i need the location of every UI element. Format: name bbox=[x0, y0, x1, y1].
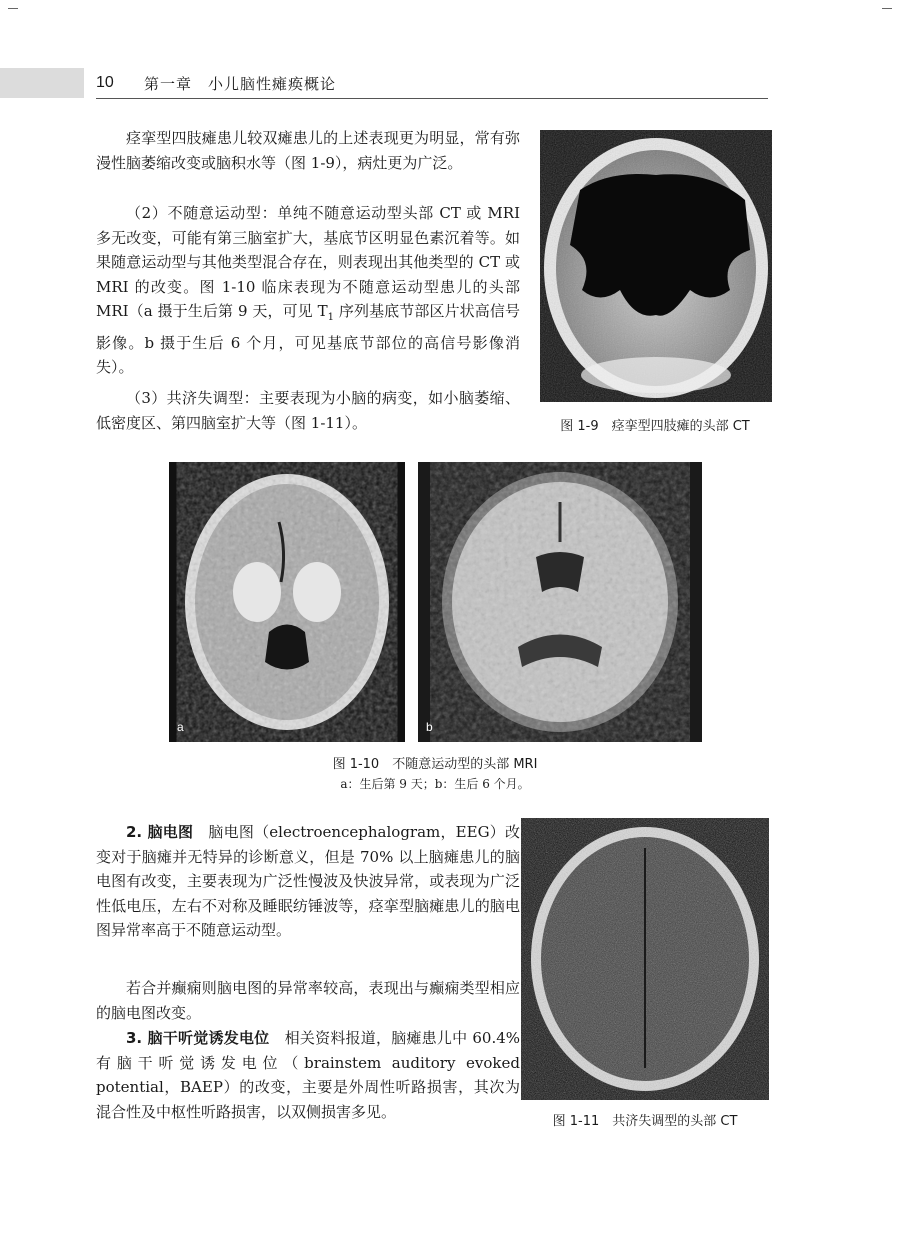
figure-1-11-ct-image bbox=[521, 818, 769, 1100]
figure-1-10-label-b: b bbox=[426, 720, 433, 734]
paragraph-baep-text: 相关资料报道，脑瘫患儿中 60.4% 有脑干听觉诱发电位（brainstem auditory evoked potential，BAEP）的改变，主要是外周性听路损害，其次为混合性及中枢性听路损害，以双侧损害多见。 bbox=[96, 1029, 521, 1121]
header-tab-block bbox=[0, 68, 84, 98]
chapter-title: 第一章 小儿脑性瘫痪概论 bbox=[144, 75, 337, 93]
paragraph-dyskinetic-text-a: （2）不随意运动型：单纯不随意运动型头部 CT 或 MRI 多无改变，可能有第三脑室扩大，基底节区明显色素沉着等。如果随意运动型与其他类型混合存在，则表现出其他类型的 CT 或 MRI 的改变。图 1-10 临床表现为不随意运动型患儿的头部 MRI（a 摄于生后第 9 天，可见 T bbox=[96, 204, 520, 320]
figure-1-10-subcaption: a：生后第 9 天；b：生后 6 个月。 bbox=[340, 777, 530, 791]
running-header bbox=[96, 68, 768, 99]
paragraph-dyskinetic-type bbox=[96, 201, 520, 380]
crop-mark-top-left bbox=[8, 8, 18, 9]
t1-subscript: 1 bbox=[327, 312, 335, 323]
figure-1-9-ct-image bbox=[540, 130, 772, 402]
crop-mark-top-right bbox=[882, 8, 892, 9]
section-heading-eeg: 2. 脑电图 bbox=[126, 823, 194, 841]
paragraph-dyskinetic-text-b: 序列基底节部区片状高信号影像。b 摄于生后 6 个月，可见基底节部位的高信号影像消失）。 bbox=[96, 302, 520, 376]
paragraph-eeg bbox=[96, 820, 520, 943]
figure-1-9-caption: 图 1-9 痉挛型四肢瘫的头部 CT bbox=[560, 419, 750, 434]
figure-1-10-caption: 图 1-10 不随意运动型的头部 MRI bbox=[332, 757, 538, 772]
figure-1-10a-mri-image bbox=[169, 462, 405, 742]
paragraph-spastic-quadriplegia: 痉挛型四肢瘫患儿较双瘫患儿的上述表现更为明显，常有弥漫性脑萎缩改变或脑积水等（图 1-9），病灶更为广泛。 bbox=[96, 129, 520, 172]
paragraph-baep bbox=[96, 1026, 520, 1124]
paragraph-epilepsy-eeg: 若合并癫痫则脑电图的异常率较高，表现出与癫痫类型相应的脑电图改变。 bbox=[96, 979, 520, 1022]
figure-1-10-label-a: a bbox=[177, 720, 184, 734]
page-number: 10 bbox=[96, 74, 114, 91]
section-heading-baep: 3. 脑干听觉诱发电位 bbox=[126, 1029, 270, 1047]
figure-1-11-caption: 图 1-11 共济失调型的头部 CT bbox=[552, 1114, 738, 1129]
figure-1-10b-mri-image bbox=[418, 462, 702, 742]
paragraph-eeg-text: 脑电图（electroencephalogram，EEG）改变对于脑瘫并无特异的诊断意义，但是 70% 以上脑瘫患儿的脑电图有改变，主要表现为广泛性慢波及快波异常，或表现为广泛性低电压，左右不对称及睡眠纺锤波等，痉挛型脑瘫患儿的脑电图异常率高于不随意运动型。 bbox=[96, 823, 520, 939]
paragraph-ataxic-type: （3）共济失调型：主要表现为小脑的病变，如小脑萎缩、低密度区、第四脑室扩大等（图 1-11）。 bbox=[96, 389, 520, 432]
